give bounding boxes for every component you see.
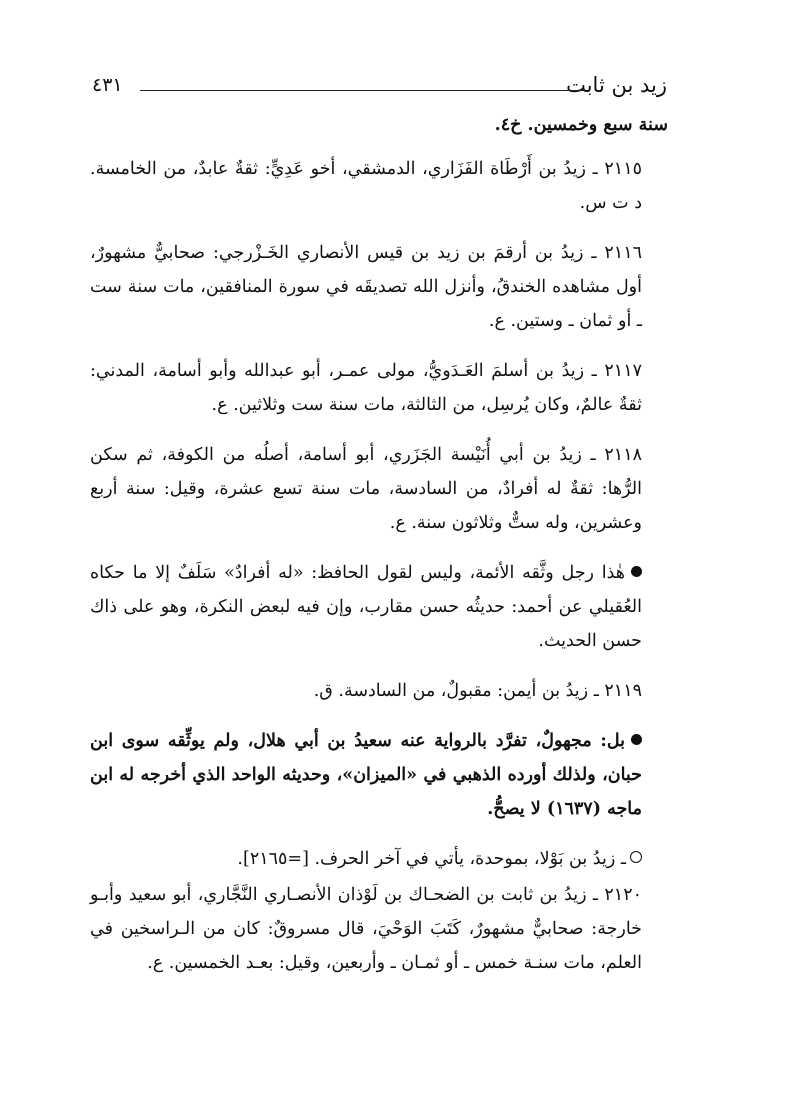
entry-2117 xyxy=(90,354,668,422)
entry-text: سنة سبع وخمسين. خ٤. xyxy=(494,115,668,135)
entry-2120 xyxy=(90,878,668,980)
commentary-2118 xyxy=(90,556,668,658)
page-body xyxy=(90,108,668,996)
entry-text: ٢١٢٠ ـ زيدُ بن ثابت بن الضحـاك بن لَوْذان الأنصـاري النَّجَّاري، أبو سعيد وأبـو خارجة: صحابيٌّ مشهورٌ، كَتَبَ الوَحْيَ، قال مسروقٌ: كان من الـراسخين في العلم، مات سنـة خمس ـ أو ثمـان ـ وأربعين، وقيل: بعـد الخمسين. ع. xyxy=(90,885,642,973)
entry-text: ٢١١٦ ـ زيدُ بن أرقمَ بن زيد بن قيس الأنصاري الخَـزْرجي: صحابيٌّ مشهورٌ، أول مشاهده الخندقُ، وأنزل الله تصديقَه في سورة المنافقين، مات سنة ست ـ أو ثمان ـ وستين. ع. xyxy=(90,243,642,331)
commentary-text: هٰذا رجل وثَّقه الأئمة، وليس لقول الحافظ: «له أفرادٌ» سَلَفٌ إلا ما حكاه العُقيلي عن أحمد: حديثُه حسن مقارب، وإن فيه لبعض النكرة، وهو على ذاك حسن الحديث. xyxy=(90,563,642,651)
header-title: زيد بن ثابت xyxy=(566,73,667,97)
entry-text: ٢١١٨ ـ زيدُ بن أبي أُنَيْسة الجَزَري، أبو أسامة، أصلُه من الكوفة، ثم سكن الرُّها: ثقةٌ له أفرادٌ، من السادسة، مات سنة تسع عشرة، وقيل: سنة أربع وعشرين، وله ستٌّ وثلاثون سنة. ع. xyxy=(90,445,642,533)
cross-reference xyxy=(90,842,668,876)
entry-2116 xyxy=(90,236,668,338)
running-header xyxy=(92,70,667,102)
entry-continuation xyxy=(90,108,668,142)
entry-text: ٢١١٧ ـ زيدُ بن أسلمَ العَـدَويُّ، مولى عمـر، أبو عبدالله وأبو أسامة، المدني: ثقةٌ عالمٌ، وكان يُرسِل، من الثالثة، مات سنة ست وثلاثين. ع. xyxy=(90,361,642,415)
commentary-2119 xyxy=(90,724,668,826)
bullet-dot-icon xyxy=(631,734,642,745)
page-number: ٤٣١ xyxy=(92,74,123,96)
entry-text: ٢١١٥ ـ زيدُ بن أَرْطَاة الفَزَاري، الدمشقي، أخو عَدِيٍّ: ثقةٌ عابدٌ، من الخامسة. د ت س. xyxy=(90,159,642,213)
bullet-dot-icon xyxy=(631,566,642,577)
entry-2118 xyxy=(90,438,668,540)
entry-text: ٢١١٩ ـ زيدُ بن أيمن: مقبولٌ، من السادسة. ق. xyxy=(313,681,642,701)
entry-2115 xyxy=(90,152,668,220)
circle-marker-icon xyxy=(630,851,642,863)
header-rule xyxy=(140,90,585,91)
commentary-text: بل: مجهولٌ، تفرَّد بالرواية عنه سعيدُ بن أبي هلال، ولم يوثِّقه سوى ابن حبان، ولذلك أورده الذهبي في «الميزان»، وحديثه الواحد الذي أخرجه له ابن ماجه (١٦٣٧) لا يصحُّ. xyxy=(90,731,642,819)
entry-2119 xyxy=(90,674,668,708)
cross-reference-text: ـ زيدُ بن بَوْلا، بموحدة، يأتي في آخر الحرف. [=٢١٦٥]. xyxy=(237,849,626,869)
